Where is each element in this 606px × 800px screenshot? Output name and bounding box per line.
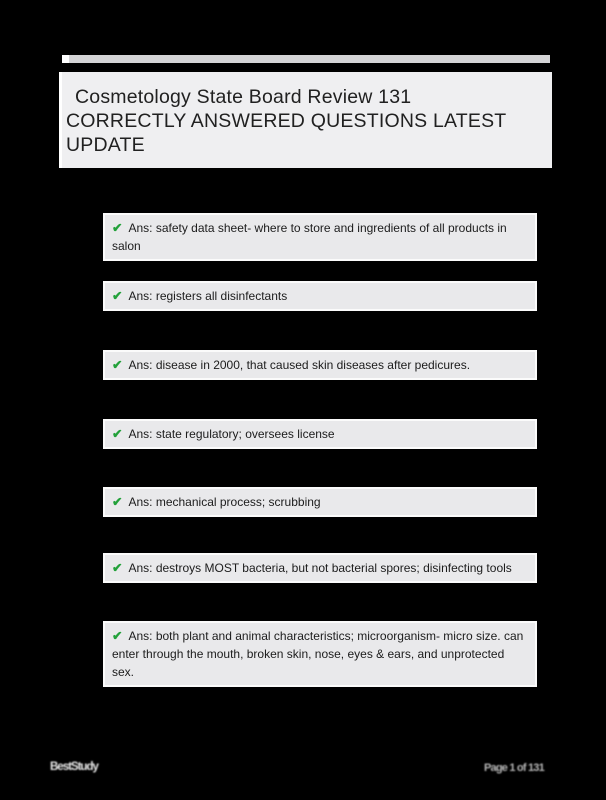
answer-row [103, 350, 537, 380]
check-icon: ✔ [112, 289, 123, 303]
answer-text: Ans: both plant and animal characteristics; microorganism- micro size. can enter through the mouth, broken skin, nose, eyes & ears, and unprotected sex. [112, 629, 524, 679]
answer-row [103, 213, 537, 261]
check-icon: ✔ [112, 561, 123, 575]
title-line-2: CORRECTLY ANSWERED QUESTIONS LATEST [66, 110, 507, 132]
answer-text: Ans: registers all disinfectants [128, 289, 288, 303]
check-icon: ✔ [112, 495, 123, 509]
title-line-3: UPDATE [66, 134, 145, 156]
document-title-block [59, 72, 552, 168]
check-icon: ✔ [112, 221, 123, 235]
footer-page-indicator: Page 1 of 131 [484, 762, 544, 774]
answer-text: Ans: state regulatory; oversees license [128, 427, 335, 441]
answer-row [103, 281, 537, 311]
footer-watermark: BestStudy [50, 761, 98, 773]
check-icon: ✔ [112, 358, 123, 372]
answer-text: Ans: safety data sheet- where to store and ingredients of all products in salon [112, 221, 507, 253]
check-icon: ✔ [112, 629, 123, 643]
answer-text: Ans: disease in 2000, that caused skin diseases after pedicures. [128, 358, 471, 372]
answer-row [103, 487, 537, 517]
page-top-strip [62, 55, 550, 63]
answer-row [103, 419, 537, 449]
answer-row [103, 553, 537, 583]
check-icon: ✔ [112, 427, 123, 441]
answer-text: Ans: mechanical process; scrubbing [128, 495, 321, 509]
title-line-1: Cosmetology State Board Review 131 [75, 86, 412, 108]
answer-row [103, 621, 537, 687]
answer-text: Ans: destroys MOST bacteria, but not bacterial spores; disinfecting tools [128, 561, 512, 575]
